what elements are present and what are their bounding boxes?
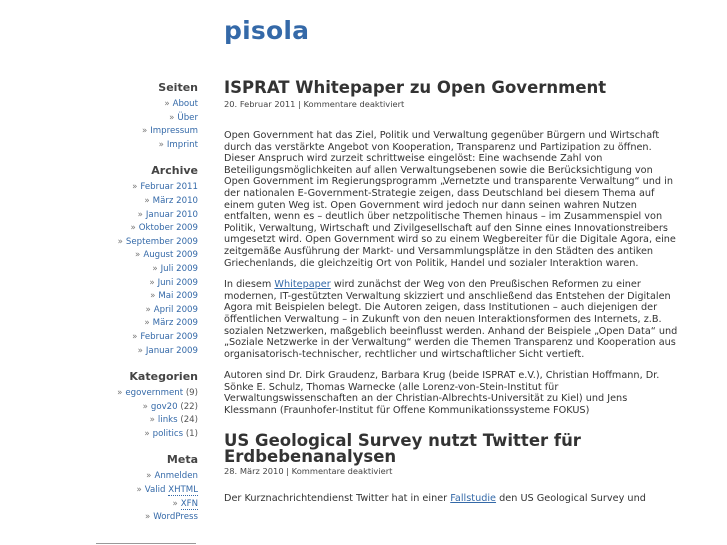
text: wird zunächst der Weg von den Preußischen Reformen zu einer modernen, IT-gestützten Verwaltung skizziert und anschließend das Entstehen der Digitalen Agora mit Beispielen belegt. Die Autoren zeigen, dass Institutionen – auch diejenigen der öffentlichen Verwaltung – in Zukunft von den neuen Interaktionsformen des Internets, z.B. sozialen Netzwerken, maßgeblich beeinflusst werden. Anhand der Beispiele „Open Data“ und „Soziale Netzwerke in der Verwaltung“ werden die Themen Transparenz und Kooperation aus organisatorisch-technischer, rechtlicher und wirtschaftlicher Sicht vertieft. xyxy=(224,279,678,360)
sidebar-heading-archive: Archive xyxy=(151,164,198,178)
post-comments-status: Kommentare deaktiviert xyxy=(303,99,405,109)
bullet: » xyxy=(149,277,155,288)
list-item xyxy=(0,249,198,263)
page-link-about[interactable]: About xyxy=(172,99,198,109)
bullet: » xyxy=(145,304,151,315)
archive-link[interactable]: Februar 2009 xyxy=(140,331,198,342)
post-title[interactable]: US Geological Survey nutzt Twitter für Erdbebenanalysen xyxy=(224,430,581,466)
page-link-ueber[interactable]: Über xyxy=(177,112,198,123)
text: In diesem xyxy=(224,279,275,291)
bullet: » xyxy=(117,236,123,247)
whitepaper-link[interactable]: Whitepaper xyxy=(274,279,331,291)
archive-link[interactable]: März 2009 xyxy=(152,318,198,329)
bullet: » xyxy=(164,99,170,109)
category-link[interactable]: links xyxy=(157,415,178,426)
bullet: » xyxy=(142,401,148,412)
sidebar-heading-meta: Meta xyxy=(166,453,198,467)
sidebar xyxy=(0,80,198,536)
bullet: » xyxy=(152,263,158,274)
list-item xyxy=(0,222,198,236)
page-link-impressum[interactable]: Impressum xyxy=(150,126,198,137)
post-body xyxy=(224,493,680,505)
list-item xyxy=(0,470,198,484)
bullet: » xyxy=(172,498,178,509)
bullet: » xyxy=(158,139,164,150)
archive-link[interactable]: August 2009 xyxy=(143,250,198,261)
post xyxy=(224,78,680,417)
archive-link[interactable]: Juni 2009 xyxy=(157,277,198,288)
paragraph: Autoren sind Dr. Dirk Graudenz, Barbara Krug (beide ISPRAT e.V.), Christian Hoffmann, Dr. Sönke E. Schulz, Thomas Warnecke (alle Lorenz-von-Stein-Institut für Verwaltungswissenschaften an der Christian-Albrechts-Universität zu Kiel) und Jens Klessmann (Fraunhofer-Institut für Offene Kommunikationssysteme FOKUS) xyxy=(224,370,660,417)
post-title[interactable]: ISPRAT Whitepaper zu Open Government xyxy=(224,78,607,97)
archive-link[interactable]: Februar 2011 xyxy=(140,182,198,193)
list-item xyxy=(0,181,198,195)
category-count: (22) xyxy=(180,401,198,412)
list-item xyxy=(0,139,198,153)
archive-link[interactable]: Januar 2010 xyxy=(145,209,198,220)
category-link[interactable]: gov20 xyxy=(150,401,178,412)
list-item xyxy=(0,331,198,345)
text: den US Geological Survey und xyxy=(496,492,646,504)
list-item xyxy=(0,498,198,512)
post-comments-status: Kommentare deaktiviert xyxy=(291,465,393,476)
list-item xyxy=(0,125,198,139)
bullet: » xyxy=(149,415,155,426)
category-count: (1) xyxy=(185,428,198,439)
archive-link[interactable]: Juli 2009 xyxy=(160,263,198,274)
xhtml-abbr: XHTML xyxy=(168,485,198,496)
valid-label: Valid xyxy=(144,485,166,496)
category-count: (9) xyxy=(185,388,198,399)
meta-separator: | xyxy=(286,465,290,476)
paragraph: Open Government hat das Ziel, Politik und Verwaltung gegenüber Bürgern und Wirtschaft durch das verstärkte Angebot von Kooperation, Transparenz und Partizipation zu öffnen. Dieser Anspruch wird zurzeit schrittweise eingelöst: Eine wachsende Zahl von Beteiligungsmöglichkeiten auf allen Verwaltungsebenen sowie die Berücksichtigung von Open Government im Regierungsprogramm „Vernetzte und transparente Verwaltung“ und in der nationalen E-Government-Strategie zeigen, dass Deutschland bei diesem Thema auf einem guten Weg ist. Open Government wird jedoch nur dann seinen wahren Nutzen entfalten, wenn es – deutlich über netzpolitische Themen hinaus – im Zusammenspiel von Politik, Verwaltung, Wirtschaft und Zivilgesellschaft auf den Sinne eines Innovationstreibers umgesetzt wird. Open Government wird so zu einem Wegbereiter für die Digitale Agora, eine zeitgemäße Ausführung der Markt- und Versammlungsplätze in den Städten des antiken Griechenlands, die gleichzeitig Ort von Politik, Handel und sozialer Interaktion waren. xyxy=(224,130,676,269)
bullet: » xyxy=(137,345,143,356)
list-item xyxy=(0,401,198,415)
bullet: » xyxy=(135,250,141,261)
archive-link[interactable]: April 2009 xyxy=(153,304,198,315)
post xyxy=(224,430,680,505)
list-item xyxy=(0,428,198,442)
archive-link[interactable]: September 2009 xyxy=(125,236,198,247)
list-item xyxy=(0,195,198,209)
archive-link[interactable]: Januar 2009 xyxy=(145,345,198,356)
bullet: » xyxy=(141,126,148,137)
archive-link[interactable]: März 2010 xyxy=(152,195,198,206)
list-item xyxy=(0,414,198,428)
page-link-imprint[interactable]: Imprint xyxy=(166,139,198,150)
paragraph xyxy=(224,493,680,505)
sidebar-divider xyxy=(96,543,196,544)
bullet: » xyxy=(132,331,138,342)
list-item xyxy=(0,112,198,126)
login-link[interactable]: Anmelden xyxy=(154,471,198,482)
post-date: 28. März 2010 xyxy=(224,465,284,476)
list-item xyxy=(0,387,198,401)
meta-separator: | xyxy=(298,99,301,109)
bullet: » xyxy=(117,388,123,399)
list-item xyxy=(0,317,198,331)
bullet: » xyxy=(144,318,150,329)
site-title[interactable] xyxy=(224,16,309,45)
list-item xyxy=(0,277,198,291)
text: Der Kurznachrichtendienst Twitter hat in einer xyxy=(224,492,451,504)
sidebar-heading-pages: Seiten xyxy=(158,81,198,94)
sidebar-heading-categories: Kategorien xyxy=(129,370,198,384)
bullet: » xyxy=(130,223,136,234)
paragraph xyxy=(224,279,680,360)
bullet: » xyxy=(146,471,152,482)
category-link[interactable]: politics xyxy=(152,428,184,439)
category-count: (24) xyxy=(180,415,198,426)
list-item xyxy=(0,511,198,525)
bullet: » xyxy=(132,182,138,193)
bullet: » xyxy=(136,485,142,496)
bullet: » xyxy=(144,195,150,206)
bullet: » xyxy=(137,209,143,220)
archive-link[interactable]: Oktober 2009 xyxy=(138,223,198,234)
main-content xyxy=(224,78,680,514)
list-item xyxy=(0,304,198,318)
archive-link[interactable]: Mai 2009 xyxy=(158,291,198,302)
valid-xhtml-link[interactable] xyxy=(145,485,198,496)
fallstudie-link[interactable]: Fallstudie xyxy=(450,492,497,504)
list-item xyxy=(0,209,198,223)
list-item xyxy=(0,98,198,112)
category-link[interactable]: egovernment xyxy=(125,388,184,399)
list-item xyxy=(0,345,198,359)
categories-list xyxy=(0,387,198,441)
post-date: 20. Februar 2011 xyxy=(224,99,296,109)
bullet: » xyxy=(145,512,151,523)
post-body xyxy=(224,130,680,417)
bullet: » xyxy=(169,112,175,123)
post-meta xyxy=(224,98,680,110)
meta-list xyxy=(0,470,198,524)
xfn-link[interactable]: XFN xyxy=(180,498,198,509)
wordpress-link[interactable]: WordPress xyxy=(153,512,198,523)
list-item xyxy=(0,263,198,277)
list-item xyxy=(0,484,198,498)
site-title-link[interactable]: pisola xyxy=(224,16,310,45)
bullet: » xyxy=(144,428,150,439)
post-meta xyxy=(224,465,680,477)
list-item xyxy=(0,290,198,304)
list-item xyxy=(0,236,198,250)
bullet: » xyxy=(150,291,156,302)
pages-list xyxy=(0,98,198,152)
archive-list xyxy=(0,181,198,358)
